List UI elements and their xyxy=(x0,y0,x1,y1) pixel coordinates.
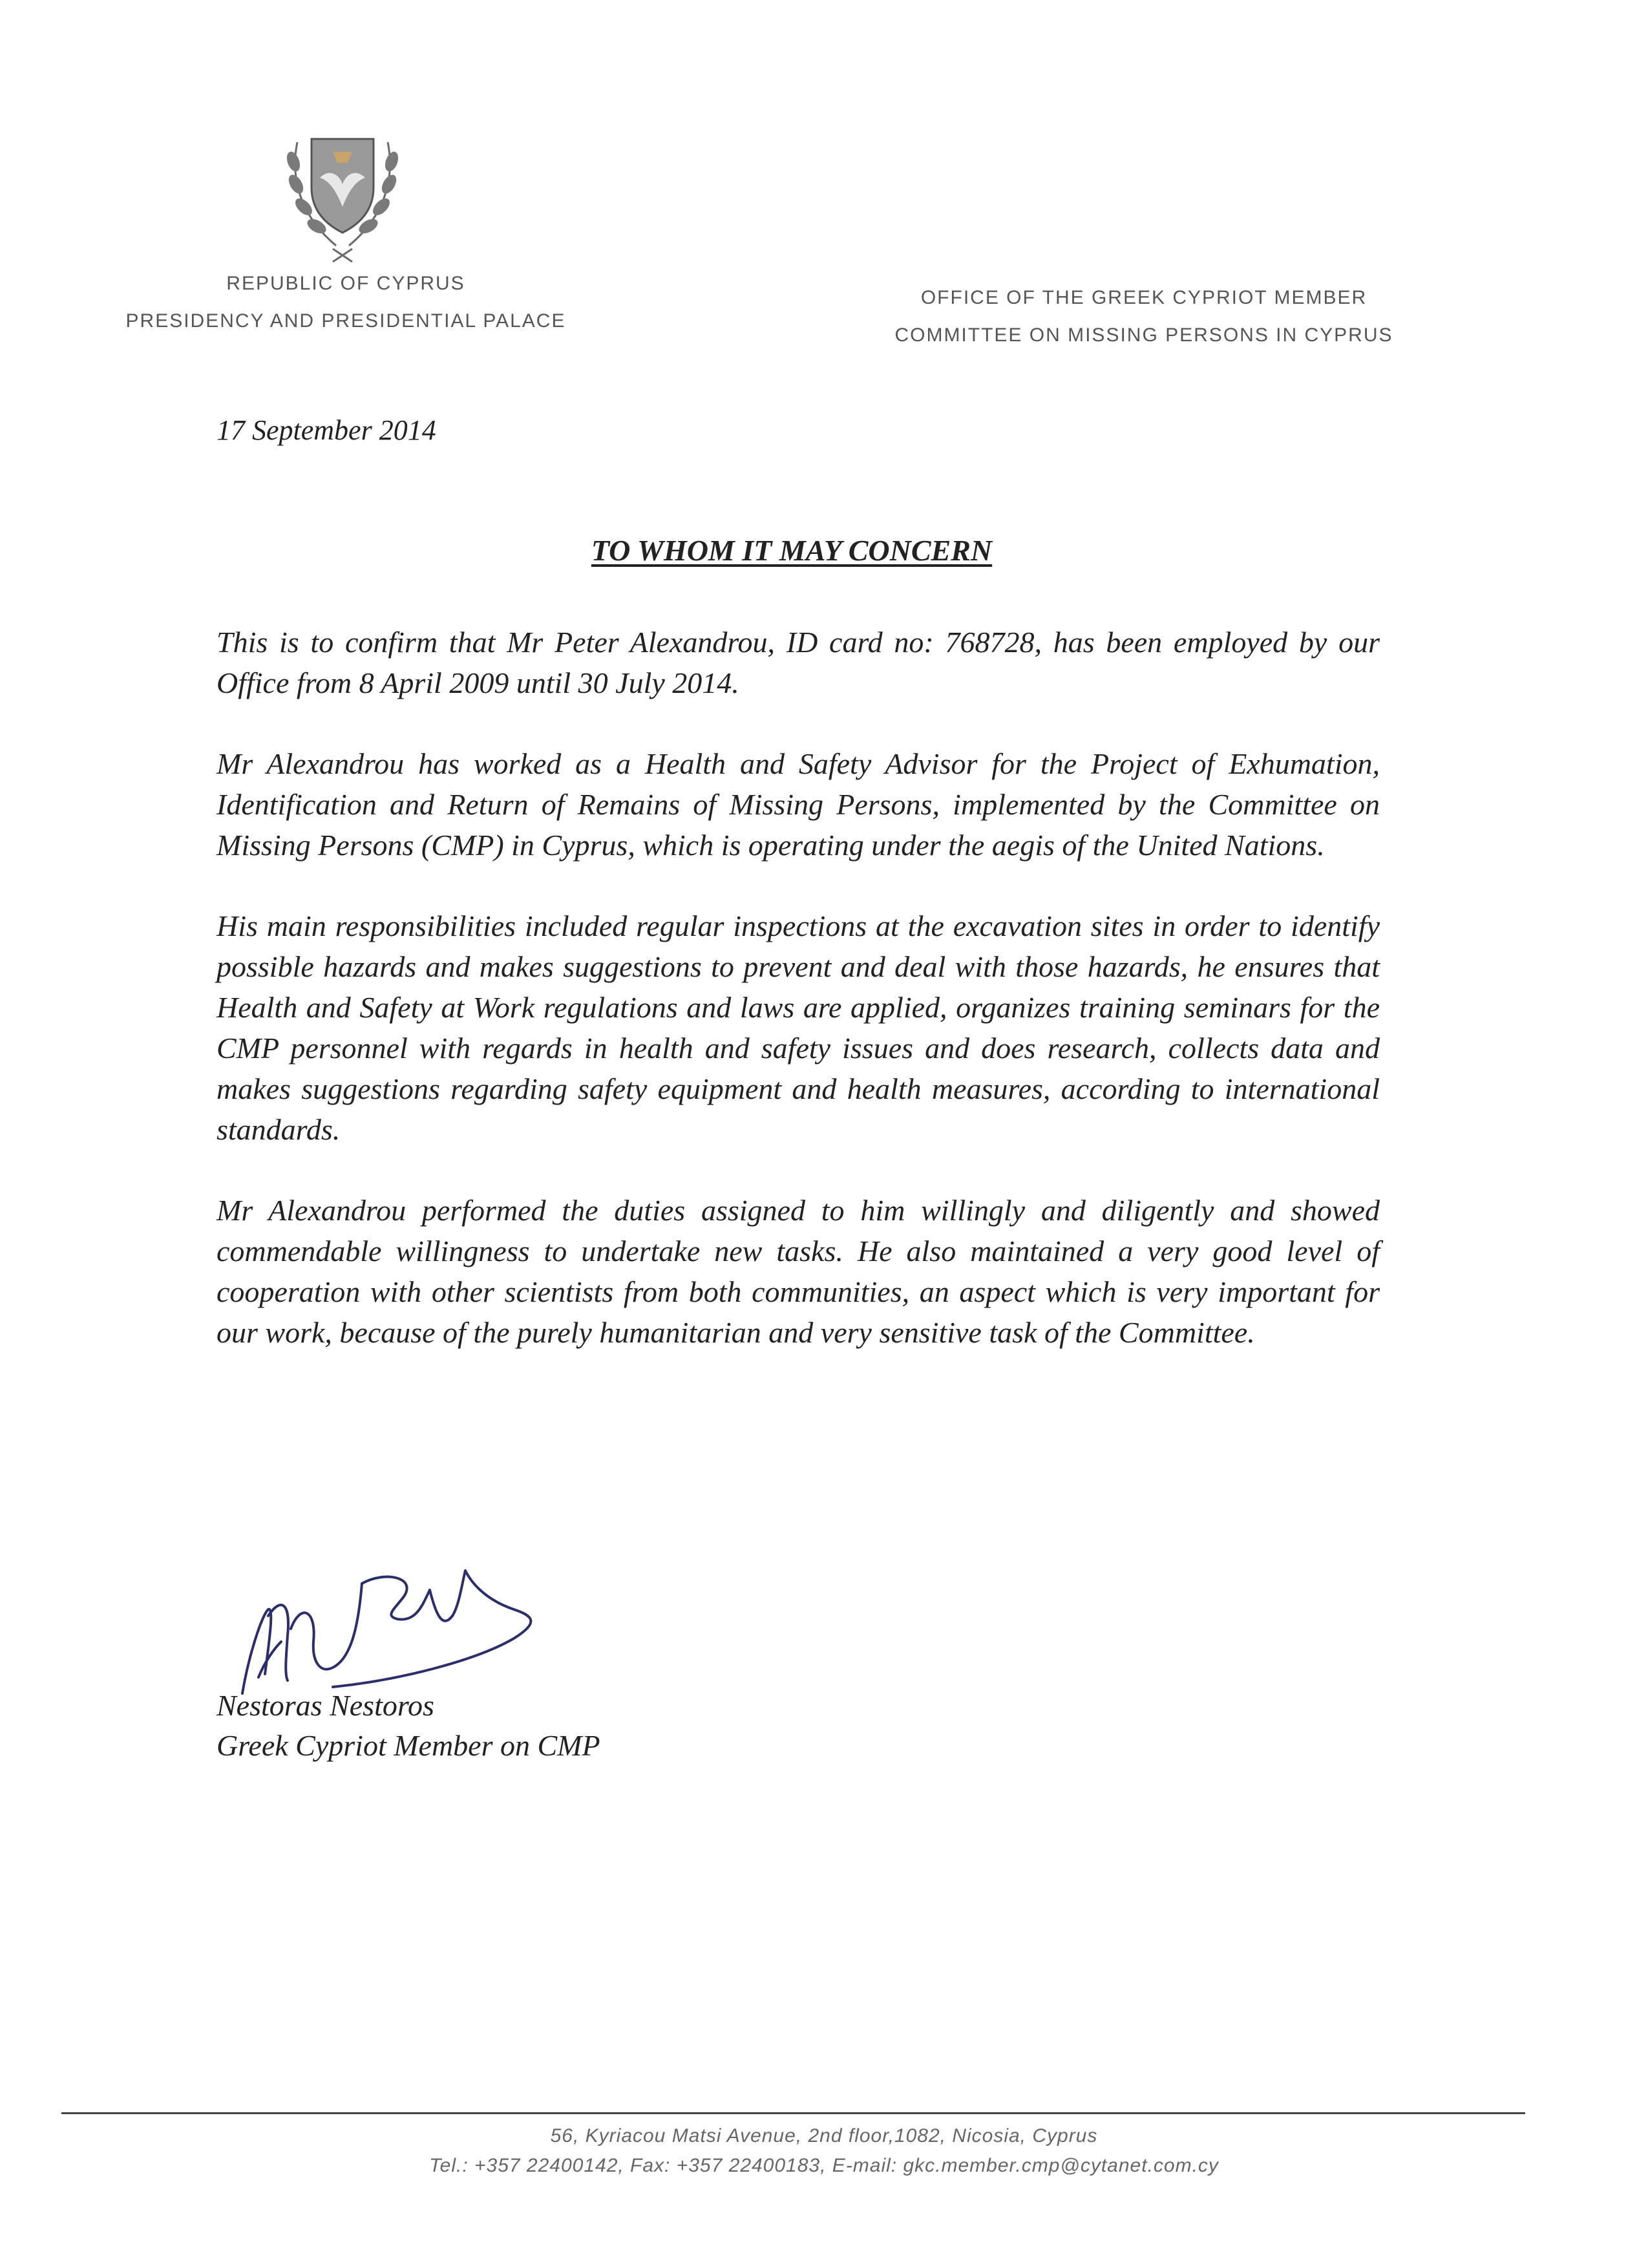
letter-body xyxy=(217,622,1380,1393)
signer-title: Greek Cypriot Member on CMP xyxy=(217,1729,600,1762)
office-title: OFFICE OF THE GREEK CYPRIOT MEMBER xyxy=(920,287,1368,308)
letter-date: 17 September 2014 xyxy=(217,414,436,446)
committee-title: COMMITTEE ON MISSING PERSONS IN CYPRUS xyxy=(894,324,1393,346)
republic-title: REPUBLIC OF CYPRUS xyxy=(226,273,465,294)
signer-block xyxy=(217,1686,600,1766)
coat-of-arms-emblem xyxy=(271,116,414,271)
footer-divider xyxy=(61,2112,1525,2114)
footer-contact: Tel.: +357 22400142, Fax: +357 22400183, E-mail: gkc.member.cmp@cytanet.com.cy xyxy=(429,2155,1219,2176)
header-right xyxy=(853,279,1435,354)
handwritten-signature xyxy=(229,1545,565,1706)
paragraph-employment: This is to confirm that Mr Peter Alexandrou, ID card no: 768728, has been employed by our Office from 8 April 2009 until 30 July 2014. xyxy=(217,626,1380,699)
paragraph-responsibilities: His main responsibilities included regular inspections at the excavation sites in order to identify possible hazards and makes suggestions to prevent and deal with those hazards, he ensures that Health and Safety at Work regulations and laws are applied, organizes training seminars for the CMP personnel with regards in health and safety issues and does research, collects data and makes suggestions regarding safety equipment and health measures, according to international standards. xyxy=(217,909,1380,1146)
presidency-title: PRESIDENCY AND PRESIDENTIAL PALACE xyxy=(125,310,566,332)
footer-address: 56, Kyriacou Matsi Avenue, 2nd floor,1082, Nicosia, Cyprus xyxy=(550,2125,1098,2146)
paragraph-role: Mr Alexandrou has worked as a Health and Safety Advisor for the Project of Exhumation, Identification and Return of Remains of Missing Persons, implemented by the Committee on Missing Persons (CMP) in Cyprus, which is operating under the aegis of the United Nations. xyxy=(217,747,1380,862)
signer-name: Nestoras Nestoros xyxy=(217,1689,434,1722)
footer xyxy=(0,2121,1648,2181)
letter-heading: TO WHOM IT MAY CONCERN xyxy=(591,534,993,567)
header-left xyxy=(97,265,595,340)
paragraph-performance: Mr Alexandrou performed the duties assigned to him willingly and diligently and showed commendable willingness to undertake new tasks. He also maintained a very good level of cooperation with other scientists from both communities, an aspect which is very important for our work, because of the purely humanitarian and very sensitive task of the Committee. xyxy=(217,1194,1380,1349)
